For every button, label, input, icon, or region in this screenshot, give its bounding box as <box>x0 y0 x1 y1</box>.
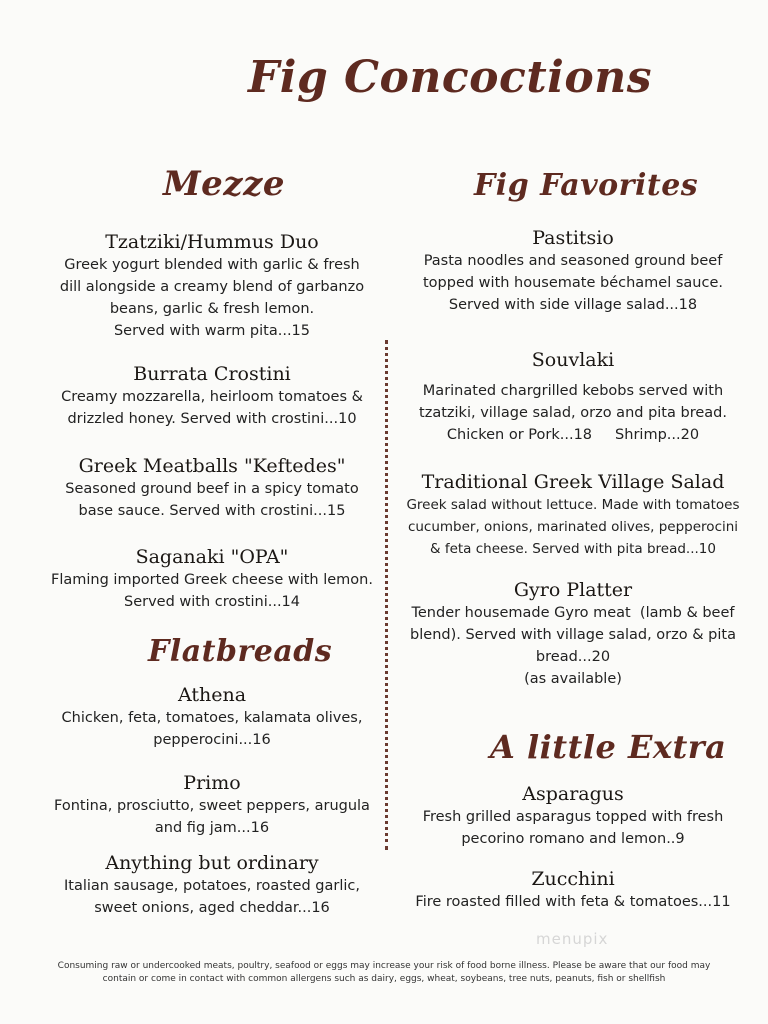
item-description <box>388 806 758 850</box>
item-description <box>12 875 412 919</box>
item-name: Athena <box>177 684 247 706</box>
item-desc-line: pecorino romano and lemon..9 <box>461 831 685 847</box>
item-description <box>388 250 758 316</box>
item-desc-line: sweet onions, aged cheddar...16 <box>94 900 330 916</box>
item-desc-line: Served with side village salad...18 <box>448 297 698 313</box>
item-desc-line: tzatziki, village salad, orzo and pita bread. <box>419 405 727 421</box>
item-description <box>388 494 758 560</box>
item-desc-line: Served with crostini...14 <box>123 594 301 610</box>
item-desc-line: Chicken or Pork...18 Shrimp...20 <box>446 427 700 443</box>
section-heading-a-little-extra: A little Extra <box>490 728 727 766</box>
item-desc-line: Pasta noodles and seasoned ground beef <box>423 253 723 269</box>
item-desc-line: Fresh grilled asparagus topped with fresh <box>422 809 724 825</box>
item-desc-line: dill alongside a creamy blend of garbanzo <box>59 279 365 295</box>
item-desc-line: Creamy mozzarella, heirloom tomatoes & <box>61 389 363 405</box>
item-description <box>12 795 412 839</box>
menu-item <box>12 362 412 430</box>
item-name: Gyro Platter <box>513 579 633 601</box>
item-name: Asparagus <box>522 783 624 805</box>
item-desc-line: Italian sausage, potatoes, roasted garlic, <box>64 878 360 894</box>
section-heading-mezze: Mezze <box>163 164 286 204</box>
item-description <box>388 380 758 446</box>
item-description <box>388 891 758 913</box>
menu-item <box>388 348 758 446</box>
menu-item <box>12 771 412 839</box>
menu-item <box>12 545 412 613</box>
item-desc-line: & feta cheese. Served with pita bread...10 <box>430 541 716 557</box>
item-description <box>388 602 758 690</box>
item-desc-line: cucumber, onions, marinated olives, pepperocini <box>407 519 739 535</box>
item-desc-line: Fontina, prosciutto, sweet peppers, arugula <box>54 798 370 814</box>
menu-title: Fig Concoctions <box>248 52 652 103</box>
item-name: Burrata Crostini <box>133 363 291 385</box>
item-description <box>12 478 412 522</box>
item-desc-line: Fire roasted filled with feta & tomatoes...11 <box>415 894 731 910</box>
item-name: Greek Meatballs "Keftedes" <box>78 455 346 477</box>
item-name: Traditional Greek Village Salad <box>421 471 725 493</box>
item-description <box>12 254 412 342</box>
item-name: Saganaki "OPA" <box>135 546 289 568</box>
item-desc-line: pepperocini...16 <box>153 732 271 748</box>
item-name: Primo <box>183 772 241 794</box>
watermark: menupix <box>536 930 609 948</box>
menu-item <box>388 470 758 560</box>
item-desc-line: Greek yogurt blended with garlic & fresh <box>64 257 360 273</box>
menu-item <box>388 578 758 690</box>
item-desc-line: Tender housemade Gyro meat (lamb & beef <box>411 605 735 621</box>
item-desc-line: Marinated chargrilled kebobs served with <box>422 383 724 399</box>
allergen-disclaimer <box>20 960 748 986</box>
item-description <box>12 707 412 751</box>
item-desc-line: Served with warm pita...15 <box>113 323 311 339</box>
item-desc-line: blend). Served with village salad, orzo & pita <box>410 627 736 643</box>
item-name: Anything but ordinary <box>105 852 319 874</box>
item-desc-line: Chicken, feta, tomatoes, kalamata olives, <box>61 710 363 726</box>
item-desc-line: drizzled honey. Served with crostini...10 <box>67 411 357 427</box>
item-desc-line: Flaming imported Greek cheese with lemon. <box>51 572 373 588</box>
section-heading-flatbreads: Flatbreads <box>148 634 333 669</box>
menu-item <box>388 226 758 316</box>
item-name: Pastitsio <box>532 227 614 249</box>
disclaimer-line: contain or come in contact with common allergens such as dairy, eggs, wheat, soybeans, tree nuts, peanuts, fish or shellfish <box>102 974 666 984</box>
menu-item <box>12 454 412 522</box>
item-name: Tzatziki/Hummus Duo <box>105 231 319 253</box>
item-description <box>12 386 412 430</box>
disclaimer-line: Consuming raw or undercooked meats, poultry, seafood or eggs may increase your risk of food borne illness. Please be aware that our food may <box>57 961 711 971</box>
menu-item <box>12 851 412 919</box>
item-name: Zucchini <box>531 868 615 890</box>
item-desc-line: Seasoned ground beef in a spicy tomato <box>65 481 359 497</box>
item-name: Souvlaki <box>531 349 615 371</box>
menu-item <box>388 867 758 913</box>
item-desc-line: and fig jam...16 <box>154 820 270 836</box>
item-description <box>12 569 412 613</box>
menu-item <box>388 782 758 850</box>
section-heading-fig-favorites: Fig Favorites <box>474 168 699 203</box>
item-desc-line: (as available) <box>524 671 622 687</box>
item-desc-line: Greek salad without lettuce. Made with tomatoes <box>406 497 740 513</box>
item-desc-line: topped with housemate béchamel sauce. <box>422 275 723 291</box>
menu-item <box>12 230 412 342</box>
item-desc-line: base sauce. Served with crostini...15 <box>78 503 346 519</box>
item-desc-line: bread...20 <box>535 649 611 665</box>
menu-item <box>12 683 412 751</box>
item-desc-line: beans, garlic & fresh lemon. <box>109 301 315 317</box>
